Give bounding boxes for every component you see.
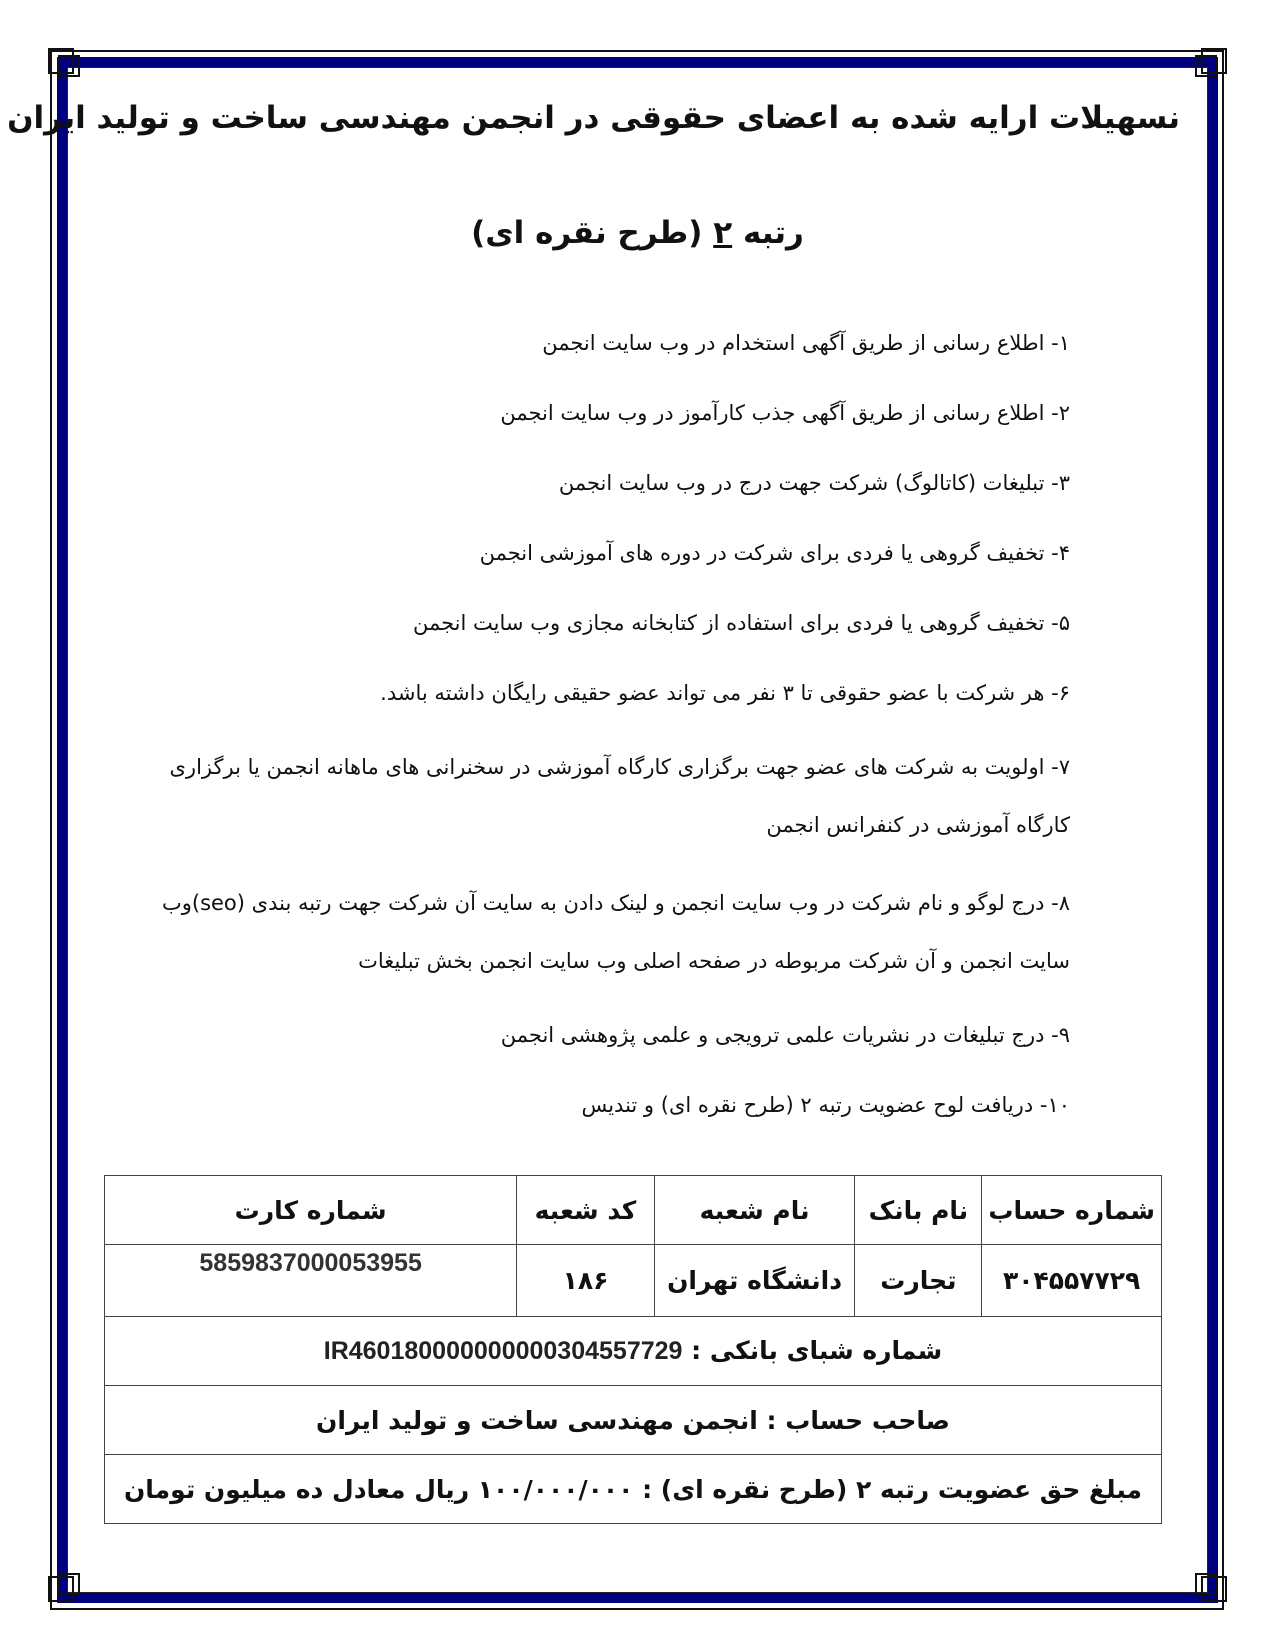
benefit-item: ۵- تخفیف گروهی یا فردی برای استفاده از کتابخانه مجازی وب سایت انجمن bbox=[413, 611, 1070, 635]
benefit-item: ۶- هر شرکت با عضو حقوقی تا ۳ نفر می تواند عضو حقیقی رایگان داشته باشد. bbox=[380, 681, 1070, 705]
branch-name-value: دانشگاه تهران bbox=[654, 1245, 855, 1317]
bank-details-table bbox=[104, 1175, 1162, 1524]
holder-label: صاحب حساب : bbox=[766, 1405, 950, 1435]
header-card-number: شماره کارت bbox=[105, 1176, 517, 1245]
benefit-item: ۴- تخفیف گروهی یا فردی برای شرکت در دوره های آموزشی انجمن bbox=[479, 541, 1070, 565]
header-account-number: شماره حساب bbox=[982, 1176, 1162, 1245]
subtitle-rank: ۲ bbox=[713, 215, 733, 251]
branch-code-value: ۱۸۶ bbox=[517, 1245, 654, 1317]
table-row bbox=[105, 1245, 1162, 1317]
header-branch-name: نام شعبه bbox=[654, 1176, 855, 1245]
benefit-item: ۱۰- دریافت لوح عضویت رتبه ۲ (طرح نقره ای) و تندیس bbox=[581, 1093, 1070, 1117]
document-subtitle bbox=[0, 215, 1275, 251]
card-number-value: 5859837000053955 bbox=[105, 1245, 517, 1317]
bank-name-value: تجارت bbox=[855, 1245, 982, 1317]
account-holder-row bbox=[105, 1386, 1162, 1455]
subtitle-suffix: (طرح نقره ای) bbox=[471, 215, 703, 251]
subtitle-prefix: رتبه bbox=[742, 215, 804, 251]
benefit-item: ۷- اولویت به شرکت های عضو جهت برگزاری کارگاه آموزشی در سخنرانی های ماهانه انجمن یا برگزاری کارگاه آموزشی در کنفرانس انجمن bbox=[169, 755, 1070, 837]
corner-ornament-top-left-inner bbox=[58, 55, 80, 77]
fee-row bbox=[105, 1455, 1162, 1524]
corner-ornament-bottom-left-inner bbox=[58, 1573, 80, 1595]
account-number-value: ۳۰۴۵۵۷۷۲۹ bbox=[982, 1245, 1162, 1317]
iban-value: IR460180000000000304557729 bbox=[323, 1337, 683, 1365]
benefit-item: ۹- درج تبلیغات در نشریات علمی ترویجی و علمی پژوهشی انجمن bbox=[500, 1023, 1070, 1047]
benefit-item: ۲- اطلاع رسانی از طریق آگهی جذب کارآموز در وب سایت انجمن bbox=[500, 401, 1070, 425]
corner-ornament-top-right-inner bbox=[1195, 55, 1217, 77]
holder-value: انجمن مهندسی ساخت و تولید ایران bbox=[316, 1405, 758, 1435]
iban-label: شماره شبای بانکی : bbox=[691, 1336, 943, 1365]
table-header-row bbox=[105, 1176, 1162, 1245]
document-title: نسهیلات ارایه شده به اعضای حقوقی در انجمن مهندسی ساخت و تولید ایران bbox=[7, 100, 1180, 136]
corner-ornament-bottom-right-inner bbox=[1195, 1573, 1217, 1595]
membership-fee-text: مبلغ حق عضویت رتبه ۲ (طرح نقره ای) : ۱۰۰/۰۰۰/۰۰۰ ریال معادل ده میلیون تومان bbox=[105, 1455, 1162, 1524]
header-branch-code: کد شعبه bbox=[517, 1176, 654, 1245]
benefit-item: ۸- درج لوگو و نام شرکت در وب سایت انجمن و لینک دادن به سایت آن شرکت جهت رتبه بندی (seo)وب سایت انجمن و آن شرکت مربوطه در صفحه اصلی وب سایت انجمن بخش تبلیغات bbox=[161, 891, 1070, 973]
benefit-item: ۳- تبلیغات (کاتالوگ) شرکت جهت درج در وب سایت انجمن bbox=[558, 471, 1070, 495]
benefits-list bbox=[140, 318, 1070, 1150]
iban-row bbox=[105, 1317, 1162, 1386]
benefit-item: ۱- اطلاع رسانی از طریق آگهی استخدام در وب سایت انجمن bbox=[542, 331, 1070, 355]
header-bank-name: نام بانک bbox=[855, 1176, 982, 1245]
